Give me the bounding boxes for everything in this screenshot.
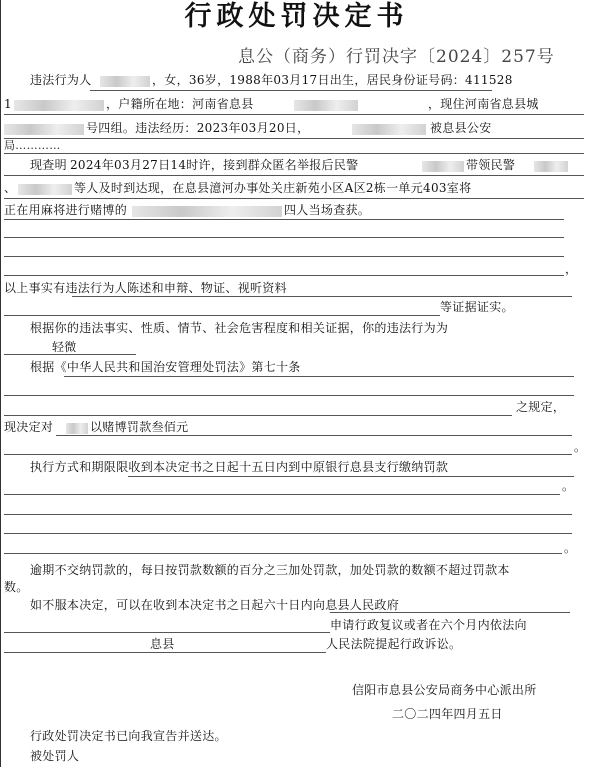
text-decision-penalty: 以赌博罚款叁佰元 <box>90 420 189 434</box>
redaction-mark <box>100 76 150 87</box>
redaction-mark <box>132 206 282 217</box>
text-appeal: 如不服本决定，可以在收到本决定书之日起六十日内向息县人民政府 <box>30 598 400 612</box>
document-title: 行政处罚决定书 <box>184 1 409 32</box>
redaction-mark <box>352 124 426 135</box>
text-household: ，户籍所在地：河南省息县 <box>106 97 254 111</box>
redaction-mark <box>18 184 72 195</box>
underline <box>90 90 492 91</box>
issuer-name: 信阳市息县公安局商务中心派出所 <box>352 683 537 697</box>
text-offender-label: 违法行为人 <box>30 73 92 87</box>
text-evidence: 以上事实有违法行为人陈述和申辩、物证、视听资料 <box>4 281 287 295</box>
text-period-b: 。 <box>562 479 575 493</box>
redaction-mark <box>422 161 464 172</box>
underline <box>72 296 572 297</box>
text-facts-3a: 正在用麻将进行赌博的 <box>4 203 128 217</box>
text-law-end: 之规定， <box>516 400 566 414</box>
text-facts-label: 现查明 <box>30 158 67 172</box>
underline <box>128 476 574 477</box>
underline <box>64 376 574 377</box>
text-facts-1: 2024年03月27日14时许，接到群众匿名举报后民警 <box>70 158 359 172</box>
underline <box>4 553 562 554</box>
underline <box>4 219 564 220</box>
text-law: 根据《中华人民共和国治安管理处罚法》第七十条 <box>30 360 301 374</box>
redaction-mark <box>4 124 84 135</box>
text-offender-info: ，女，36岁，1988年03月17日出生，居民身份证号码：411528 <box>152 73 513 87</box>
text-decision: 现决定对 <box>4 420 54 434</box>
text-facts-2a: 、 <box>4 181 17 195</box>
underline <box>4 395 574 396</box>
underline <box>4 533 572 534</box>
underline <box>4 275 564 276</box>
text-period-c: 。 <box>564 541 577 555</box>
text-overdue-end: 数。 <box>4 580 29 594</box>
page-left-border <box>0 0 1 767</box>
text-facts-2: 等人及时到达现，在息县澺河办事处关庄新苑小区A区2栋一单元403室将 <box>74 181 472 195</box>
text-execution: 执行方式和期限限收到本决定书之日起十五日内到中原银行息县支行缴纳罚款 <box>30 460 449 474</box>
text-appeal-court: 息县 <box>150 637 175 651</box>
redaction-mark <box>294 100 358 111</box>
text-residence: ，现住河南省息县城 <box>428 97 539 111</box>
underline <box>4 354 136 355</box>
receipt-statement: 行政处罚决定书已向我宣告并送达。 <box>30 729 227 743</box>
redaction-mark <box>534 161 568 172</box>
text-overdue: 逾期不交纳罚款的，每日按罚款数额的百分之三加处罚款，加处罚款的数额不超过罚款本 <box>30 563 510 577</box>
text-evidence-end: 等证据证实。 <box>440 300 514 314</box>
recipient-label: 被处罚人 <box>30 749 80 763</box>
text-facts-3b: 四人当场查获。 <box>284 203 371 217</box>
redaction-mark <box>14 100 104 111</box>
underline <box>4 514 572 515</box>
underline <box>4 256 564 257</box>
underline <box>4 494 560 495</box>
redaction-mark <box>66 423 88 434</box>
document-number: 息公（商务）行罚决字〔2024〕257号 <box>238 47 555 67</box>
underline <box>56 435 572 436</box>
text-history-cont: 被息县公安 <box>430 121 492 135</box>
text-basis: 根据你的违法事实、性质、情节、社会危害程度和相关证据，你的违法行为为 <box>30 321 449 335</box>
underline <box>4 237 564 238</box>
underline <box>4 114 584 115</box>
text-comma: ， <box>565 262 578 276</box>
text-id-prefix: 1 <box>4 97 12 111</box>
underline <box>4 632 330 633</box>
text-history: 号四组。违法经历：2023年03月20日， <box>86 121 310 135</box>
text-facts-1b: 带领民警 <box>466 158 516 172</box>
issue-date: 二〇二四年四月五日 <box>392 707 503 721</box>
text-basis-level: 轻微 <box>52 340 77 354</box>
underline <box>4 153 584 154</box>
underline <box>4 454 572 455</box>
text-period-a: 。 <box>574 440 587 454</box>
underline <box>4 198 584 199</box>
underline <box>4 138 584 139</box>
text-appeal-b: 申请行政复议或者在六个月内依法向 <box>330 618 527 632</box>
underline <box>4 415 512 416</box>
text-appeal-end: 人民法院提起行政诉讼。 <box>326 637 462 651</box>
underline <box>4 652 326 653</box>
underline <box>4 175 584 176</box>
underline <box>330 612 570 613</box>
text-history-end: 局………… <box>4 139 61 152</box>
underline <box>4 315 440 316</box>
